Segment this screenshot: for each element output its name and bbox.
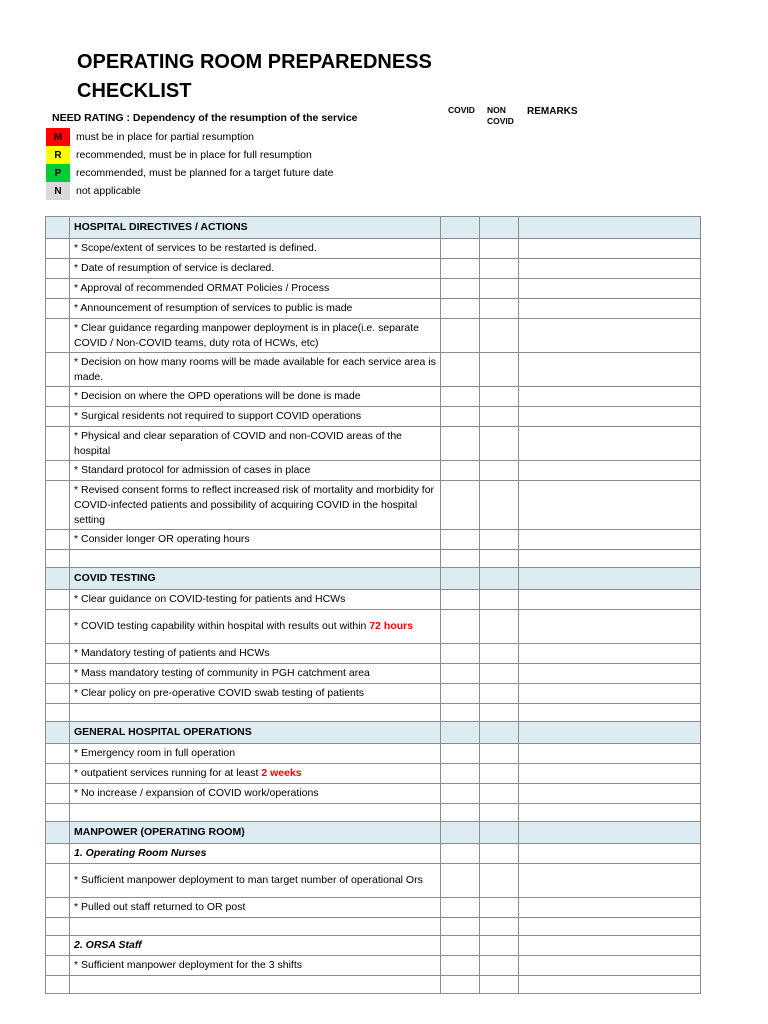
rating-cell[interactable] xyxy=(46,704,70,722)
subsection-title: 2. ORSA Staff xyxy=(70,936,441,956)
rating-cell[interactable] xyxy=(46,461,70,481)
covid-cell[interactable] xyxy=(441,550,480,568)
checklist-row xyxy=(46,239,701,259)
legend-badge-m: M xyxy=(46,128,70,146)
spacer-row xyxy=(46,704,701,722)
non-covid-cell[interactable] xyxy=(480,804,519,822)
covid-cell[interactable] xyxy=(441,590,480,610)
checklist-item: * Approval of recommended ORMAT Policies / Process xyxy=(70,279,441,299)
checklist-row xyxy=(46,764,701,784)
rating-cell[interactable] xyxy=(46,610,70,644)
non-covid-cell[interactable] xyxy=(480,844,519,864)
non-covid-cell[interactable] xyxy=(480,427,519,461)
covid-cell[interactable] xyxy=(441,976,480,994)
remarks-cell[interactable] xyxy=(519,279,701,299)
covid-cell[interactable] xyxy=(441,299,480,319)
remarks-cell[interactable] xyxy=(519,644,701,664)
remarks-cell[interactable] xyxy=(519,259,701,279)
rating-cell[interactable] xyxy=(46,217,70,239)
checklist-row xyxy=(46,407,701,427)
rating-cell[interactable] xyxy=(46,764,70,784)
checklist-row xyxy=(46,319,701,353)
spacer-row xyxy=(46,976,701,994)
rating-cell[interactable] xyxy=(46,976,70,994)
column-header-remarks: REMARKS xyxy=(527,106,578,117)
rating-cell[interactable] xyxy=(46,550,70,568)
rating-cell[interactable] xyxy=(46,684,70,704)
rating-cell[interactable] xyxy=(46,918,70,936)
non-covid-cell[interactable] xyxy=(480,319,519,353)
covid-cell[interactable] xyxy=(441,844,480,864)
covid-cell[interactable] xyxy=(441,481,480,530)
remarks-cell[interactable] xyxy=(519,407,701,427)
checklist-row xyxy=(46,784,701,804)
page-title xyxy=(77,48,432,106)
non-covid-cell[interactable] xyxy=(480,353,519,387)
covid-cell[interactable] xyxy=(441,319,480,353)
non-covid-cell[interactable] xyxy=(480,976,519,994)
covid-cell[interactable] xyxy=(441,461,480,481)
checklist-row xyxy=(46,864,701,898)
rating-cell[interactable] xyxy=(46,722,70,744)
rating-cell[interactable] xyxy=(46,353,70,387)
rating-cell[interactable] xyxy=(46,568,70,590)
rating-cell[interactable] xyxy=(46,744,70,764)
remarks-cell[interactable] xyxy=(519,550,701,568)
non-covid-cell[interactable] xyxy=(480,956,519,976)
non-covid-cell[interactable] xyxy=(480,784,519,804)
remarks-cell[interactable] xyxy=(519,976,701,994)
subsection-title: 1. Operating Room Nurses xyxy=(70,844,441,864)
covid-cell[interactable] xyxy=(441,353,480,387)
checklist-item: * Emergency room in full operation xyxy=(70,744,441,764)
checklist-item: * Mandatory testing of patients and HCWs xyxy=(70,644,441,664)
empty-cell xyxy=(70,550,441,568)
rating-cell[interactable] xyxy=(46,844,70,864)
checklist-row xyxy=(46,387,701,407)
remarks-cell[interactable] xyxy=(519,217,701,239)
checklist-item: * Mass mandatory testing of community in PGH catchment area xyxy=(70,664,441,684)
covid-cell[interactable] xyxy=(441,956,480,976)
covid-cell[interactable] xyxy=(441,407,480,427)
highlight-2-weeks: 2 weeks xyxy=(261,767,302,779)
checklist-item: * Decision on where the OPD operations will be done is made xyxy=(70,387,441,407)
column-header-covid: COVID xyxy=(448,105,475,115)
rating-cell[interactable] xyxy=(46,259,70,279)
checklist-item: * Physical and clear separation of COVID and non-COVID areas of the hospital xyxy=(70,427,441,461)
rating-cell[interactable] xyxy=(46,279,70,299)
remarks-cell[interactable] xyxy=(519,936,701,956)
rating-cell[interactable] xyxy=(46,299,70,319)
non-covid-cell[interactable] xyxy=(480,764,519,784)
empty-cell xyxy=(70,918,441,936)
non-covid-cell[interactable] xyxy=(480,822,519,844)
rating-cell[interactable] xyxy=(46,481,70,530)
non-covid-cell[interactable] xyxy=(480,704,519,722)
checklist-item: * Surgical residents not required to support COVID operations xyxy=(70,407,441,427)
checklist-item: * Clear guidance on COVID-testing for patients and HCWs xyxy=(70,590,441,610)
legend-text-n: not applicable xyxy=(76,185,141,197)
non-covid-cell[interactable] xyxy=(480,259,519,279)
non-covid-cell[interactable] xyxy=(480,299,519,319)
non-covid-cell[interactable] xyxy=(480,239,519,259)
covid-cell[interactable] xyxy=(441,936,480,956)
non-covid-cell[interactable] xyxy=(480,722,519,744)
rating-cell[interactable] xyxy=(46,936,70,956)
non-covid-cell[interactable] xyxy=(480,864,519,898)
covid-cell[interactable] xyxy=(441,684,480,704)
covid-cell[interactable] xyxy=(441,664,480,684)
covid-cell[interactable] xyxy=(441,387,480,407)
checklist-item: * Clear policy on pre-operative COVID swab testing of patients xyxy=(70,684,441,704)
legend-text-p: recommended, must be planned for a target future date xyxy=(76,167,334,179)
covid-cell[interactable] xyxy=(441,722,480,744)
rating-cell[interactable] xyxy=(46,804,70,822)
non-covid-cell[interactable] xyxy=(480,898,519,918)
legend-row-m xyxy=(46,128,333,146)
rating-cell[interactable] xyxy=(46,590,70,610)
checklist-row xyxy=(46,664,701,684)
remarks-cell[interactable] xyxy=(519,918,701,936)
checklist-row xyxy=(46,279,701,299)
column-header-non-covid: NON COVID xyxy=(487,105,514,126)
remarks-cell[interactable] xyxy=(519,864,701,898)
covid-cell[interactable] xyxy=(441,804,480,822)
section-header-manpower xyxy=(46,822,701,844)
covid-cell[interactable] xyxy=(441,259,480,279)
remarks-cell[interactable] xyxy=(519,784,701,804)
legend-text-m: must be in place for partial resumption xyxy=(76,131,255,143)
remarks-cell[interactable] xyxy=(519,481,701,530)
covid-cell[interactable] xyxy=(441,217,480,239)
non-covid-cell[interactable] xyxy=(480,610,519,644)
section-header-hospital-directives xyxy=(46,217,701,239)
checklist-row xyxy=(46,590,701,610)
checklist-item: * Consider longer OR operating hours xyxy=(70,530,441,550)
section-header-covid-testing xyxy=(46,568,701,590)
checklist-item: * Revised consent forms to reflect increased risk of mortality and morbidity for COVID-infected patients and possibility of acquiring COVID in the hospital setting xyxy=(70,481,441,530)
legend-badge-r: R xyxy=(46,146,70,164)
section-title: COVID TESTING xyxy=(70,568,441,590)
remarks-cell[interactable] xyxy=(519,610,701,644)
covid-cell[interactable] xyxy=(441,239,480,259)
non-covid-cell[interactable] xyxy=(480,568,519,590)
covid-cell[interactable] xyxy=(441,918,480,936)
covid-cell[interactable] xyxy=(441,898,480,918)
subsection-row xyxy=(46,844,701,864)
non-covid-cell[interactable] xyxy=(480,481,519,530)
checklist-item-text: * COVID testing capability within hospital with results out within xyxy=(74,620,370,632)
checklist-row xyxy=(46,461,701,481)
checklist-item: * Sufficient manpower deployment for the 3 shifts xyxy=(70,956,441,976)
covid-cell[interactable] xyxy=(441,427,480,461)
non-covid-cell[interactable] xyxy=(480,217,519,239)
section-title: GENERAL HOSPITAL OPERATIONS xyxy=(70,722,441,744)
checklist-item xyxy=(70,764,441,784)
non-covid-cell[interactable] xyxy=(480,530,519,550)
page-title-line1: OPERATING ROOM PREPAREDNESS xyxy=(77,51,432,73)
remarks-cell[interactable] xyxy=(519,704,701,722)
rating-cell[interactable] xyxy=(46,864,70,898)
checklist-item: * No increase / expansion of COVID work/operations xyxy=(70,784,441,804)
checklist-item: * Scope/extent of services to be restarted is defined. xyxy=(70,239,441,259)
legend-row-n xyxy=(46,182,333,200)
non-covid-cell[interactable] xyxy=(480,407,519,427)
remarks-cell[interactable] xyxy=(519,898,701,918)
non-covid-cell[interactable] xyxy=(480,936,519,956)
non-covid-cell[interactable] xyxy=(480,664,519,684)
rating-cell[interactable] xyxy=(46,784,70,804)
checklist-item: * Decision on how many rooms will be made available for each service area is made. xyxy=(70,353,441,387)
page-title-line2: CHECKLIST xyxy=(77,80,192,102)
non-covid-cell[interactable] xyxy=(480,744,519,764)
rating-cell[interactable] xyxy=(46,664,70,684)
checklist-row xyxy=(46,481,701,530)
rating-cell[interactable] xyxy=(46,387,70,407)
legend-row-p xyxy=(46,164,333,182)
covid-cell[interactable] xyxy=(441,530,480,550)
covid-cell[interactable] xyxy=(441,568,480,590)
covid-cell[interactable] xyxy=(441,784,480,804)
remarks-cell[interactable] xyxy=(519,590,701,610)
rating-cell[interactable] xyxy=(46,644,70,664)
checklist-item xyxy=(70,610,441,644)
empty-cell xyxy=(70,804,441,822)
checklist-row xyxy=(46,427,701,461)
empty-cell xyxy=(70,976,441,994)
non-covid-cell[interactable] xyxy=(480,918,519,936)
rating-cell[interactable] xyxy=(46,956,70,976)
checklist-row xyxy=(46,353,701,387)
empty-cell xyxy=(70,704,441,722)
spacer-row xyxy=(46,550,701,568)
checklist-row xyxy=(46,684,701,704)
checklist-table xyxy=(45,216,701,994)
remarks-cell[interactable] xyxy=(519,568,701,590)
covid-cell[interactable] xyxy=(441,279,480,299)
remarks-cell[interactable] xyxy=(519,664,701,684)
remarks-cell[interactable] xyxy=(519,239,701,259)
non-covid-cell[interactable] xyxy=(480,550,519,568)
checklist-row xyxy=(46,259,701,279)
subsection-row xyxy=(46,936,701,956)
rating-cell[interactable] xyxy=(46,822,70,844)
checklist-row xyxy=(46,956,701,976)
checklist-item: * Sufficient manpower deployment to man target number of operational Ors xyxy=(70,864,441,898)
non-covid-cell[interactable] xyxy=(480,644,519,664)
remarks-cell[interactable] xyxy=(519,319,701,353)
non-covid-cell[interactable] xyxy=(480,279,519,299)
remarks-cell[interactable] xyxy=(519,353,701,387)
spacer-row xyxy=(46,804,701,822)
checklist-item-text: * outpatient services running for at least xyxy=(74,767,262,779)
spacer-row xyxy=(46,918,701,936)
checklist-row xyxy=(46,744,701,764)
checklist-item: * Clear guidance regarding manpower deployment is in place(i.e. separate COVID / Non-COVID teams, duty rota of HCWs, etc) xyxy=(70,319,441,353)
legend-text-r: recommended, must be in place for full resumption xyxy=(76,149,312,161)
covid-cell[interactable] xyxy=(441,864,480,898)
rating-cell[interactable] xyxy=(46,898,70,918)
checklist-row xyxy=(46,299,701,319)
remarks-cell[interactable] xyxy=(519,956,701,976)
remarks-cell[interactable] xyxy=(519,744,701,764)
covid-cell[interactable] xyxy=(441,822,480,844)
rating-cell[interactable] xyxy=(46,407,70,427)
covid-cell[interactable] xyxy=(441,704,480,722)
non-covid-cell[interactable] xyxy=(480,590,519,610)
checklist-row xyxy=(46,610,701,644)
highlight-72-hours: 72 hours xyxy=(369,620,414,632)
remarks-cell[interactable] xyxy=(519,299,701,319)
remarks-cell[interactable] xyxy=(519,684,701,704)
non-covid-cell[interactable] xyxy=(480,684,519,704)
remarks-cell[interactable] xyxy=(519,764,701,784)
remarks-cell[interactable] xyxy=(519,530,701,550)
checklist-item: * Date of resumption of service is declared. xyxy=(70,259,441,279)
covid-cell[interactable] xyxy=(441,744,480,764)
rating-cell[interactable] xyxy=(46,319,70,353)
rating-cell[interactable] xyxy=(46,239,70,259)
checklist-row xyxy=(46,898,701,918)
remarks-cell[interactable] xyxy=(519,722,701,744)
remarks-cell[interactable] xyxy=(519,427,701,461)
covid-cell[interactable] xyxy=(441,764,480,784)
legend-row-r xyxy=(46,146,333,164)
section-title: MANPOWER (OPERATING ROOM) xyxy=(70,822,441,844)
legend-badge-n: N xyxy=(46,182,70,200)
remarks-cell[interactable] xyxy=(519,387,701,407)
remarks-cell[interactable] xyxy=(519,461,701,481)
checklist-item: * Announcement of resumption of services to public is made xyxy=(70,299,441,319)
checklist-row xyxy=(46,644,701,664)
covid-cell[interactable] xyxy=(441,610,480,644)
section-header-general-operations xyxy=(46,722,701,744)
checklist-item: * Pulled out staff returned to OR post xyxy=(70,898,441,918)
need-rating-legend xyxy=(46,128,333,200)
checklist-item: * Standard protocol for admission of cases in place xyxy=(70,461,441,481)
section-title: HOSPITAL DIRECTIVES / ACTIONS xyxy=(70,217,441,239)
remarks-cell[interactable] xyxy=(519,804,701,822)
legend-badge-p: P xyxy=(46,164,70,182)
rating-cell[interactable] xyxy=(46,427,70,461)
checklist-row xyxy=(46,530,701,550)
covid-cell[interactable] xyxy=(441,644,480,664)
rating-cell[interactable] xyxy=(46,530,70,550)
remarks-cell[interactable] xyxy=(519,822,701,844)
non-covid-cell[interactable] xyxy=(480,461,519,481)
need-rating-label: NEED RATING : Dependency of the resumption of the service xyxy=(52,112,358,124)
non-covid-cell[interactable] xyxy=(480,387,519,407)
remarks-cell[interactable] xyxy=(519,844,701,864)
